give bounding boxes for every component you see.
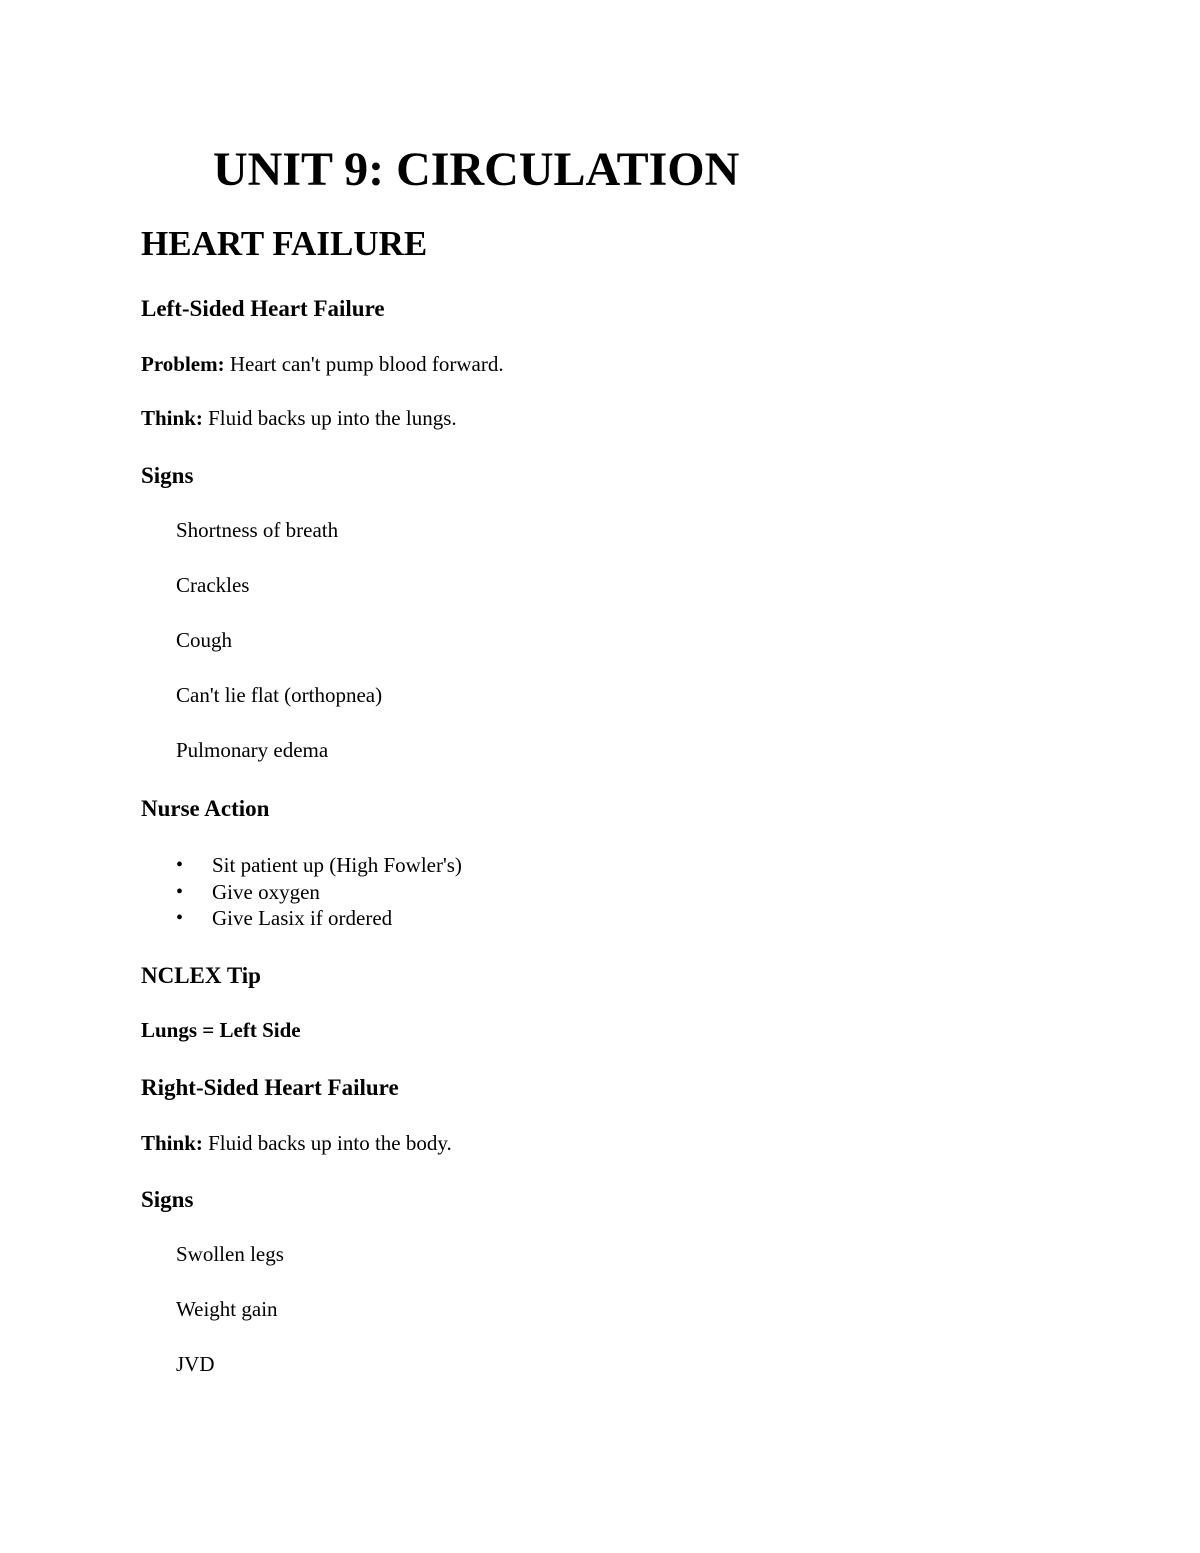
heading-nurse-action: Nurse Action: [141, 796, 270, 821]
left-sign-item: Crackles: [176, 573, 250, 597]
right-sign-item: JVD: [176, 1352, 215, 1376]
problem-label: Problem:: [141, 352, 225, 376]
bullet-dot-icon: •: [176, 880, 184, 903]
think-label: Think:: [141, 1131, 203, 1155]
section-heading-heart-failure: HEART FAILURE: [141, 224, 428, 263]
heading-left-signs: Signs: [141, 463, 194, 488]
bullet-dot-icon: •: [176, 907, 184, 929]
nurse-action-text: Give Lasix if ordered: [212, 906, 393, 930]
nurse-action-text: Give oxygen: [212, 879, 320, 904]
unit-title: UNIT 9: CIRCULATION: [213, 143, 740, 196]
bullet-dot-icon: •: [176, 854, 184, 876]
nurse-action-text: Sit patient up (High Fowler's): [212, 853, 462, 877]
heading-left-sided-heart-failure: Left-Sided Heart Failure: [141, 296, 385, 321]
problem-text: Heart can't pump blood forward.: [224, 352, 504, 376]
left-problem-paragraph: [141, 354, 504, 375]
left-sign-item: Cough: [176, 628, 233, 652]
think-text: Fluid backs up into the lungs.: [202, 406, 457, 430]
heading-nclex-tip: NCLEX Tip: [141, 963, 261, 988]
left-sign-item: Can't lie flat (orthopnea): [176, 683, 383, 707]
think-text: Fluid backs up into the body.: [202, 1131, 452, 1155]
right-sign-item: Swollen legs: [176, 1242, 284, 1266]
right-sign-item: Weight gain: [176, 1297, 278, 1321]
left-think-paragraph: [141, 408, 457, 429]
nurse-action-item: [176, 852, 462, 879]
heading-right-sided-heart-failure: Right-Sided Heart Failure: [141, 1075, 399, 1100]
nurse-action-list: [176, 852, 462, 932]
nurse-action-item: [176, 879, 462, 906]
nclex-tip-text: Lungs = Left Side: [141, 1018, 301, 1042]
right-think-paragraph: [141, 1133, 452, 1154]
think-label: Think:: [141, 406, 203, 430]
nurse-action-item: [176, 905, 462, 932]
heading-right-signs: Signs: [141, 1187, 194, 1212]
left-sign-item: Shortness of breath: [176, 518, 339, 542]
left-sign-item: Pulmonary edema: [176, 738, 329, 762]
